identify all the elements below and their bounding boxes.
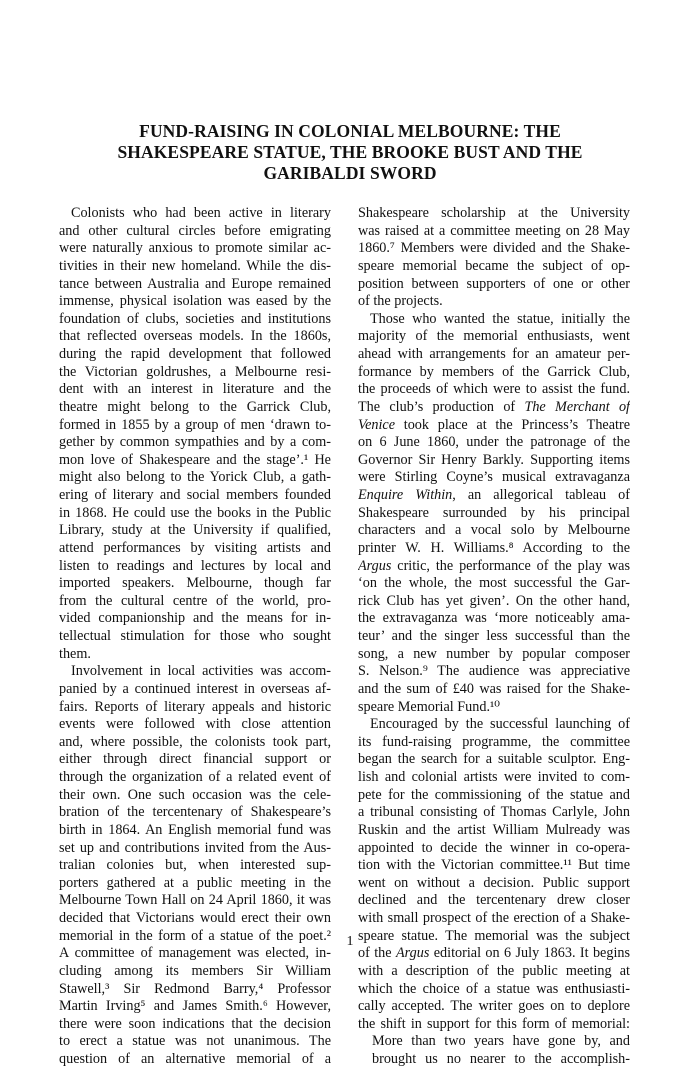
text-line: the proceeds of which were to assist the fund. bbox=[358, 381, 630, 398]
text-line: their own. One such occasion was the cele- bbox=[59, 786, 331, 803]
text-line: Stawell,³ Sir Redmond Barry,⁴ Professor bbox=[59, 980, 331, 997]
text-line: of the projects. bbox=[358, 293, 443, 310]
text-line: Those who wanted the statue, initially the bbox=[370, 310, 630, 327]
text-line: song, a new number by popular composer bbox=[358, 645, 630, 662]
text-line: Ruskin and the artist William Mulready was bbox=[358, 821, 630, 838]
text-line: declined and the tercentenary drew closer bbox=[358, 892, 630, 909]
text-line: printer W. H. Williams.⁸ According to the bbox=[358, 539, 630, 556]
text-line: events were followed with close attention bbox=[59, 716, 331, 733]
text-line: theatre might belong to the Garrick Club, bbox=[59, 398, 331, 415]
text-line: brought us no nearer to the accomplish- bbox=[372, 1051, 630, 1067]
text-line: its fund-raising programme, the committee bbox=[358, 733, 630, 750]
text-line: fairs. Reports of literary appeals and historic bbox=[59, 698, 331, 715]
text-line: of the Argus editorial on 6 July 1863. It begins bbox=[358, 945, 630, 962]
text-line: speare statue. The memorial was the subject bbox=[358, 927, 630, 944]
text-line: A committee of management was elected, in- bbox=[59, 945, 331, 962]
text-line: Enquire Within, an allegorical tableau of bbox=[358, 487, 630, 503]
text-line: decided that Victorians would erect their own bbox=[59, 910, 331, 926]
text-line: tellectual stimulation for those who sought bbox=[59, 628, 331, 644]
text-line: vided companionship and the means for in- bbox=[59, 610, 331, 627]
text-line: with small prospect of the erection of a Shake- bbox=[358, 910, 630, 926]
text-line: attend performances by visiting artists and bbox=[59, 539, 331, 556]
text-line: Involvement in local activities was accom- bbox=[71, 663, 331, 680]
text-line: rick Club has yet given’. On the other hand, bbox=[358, 592, 630, 609]
text-line: might also belong to the Yorick Club, a gath- bbox=[59, 469, 331, 486]
text-line: during the rapid development that followed bbox=[59, 346, 331, 362]
text-line: cally accepted. The writer goes on to deplore bbox=[358, 998, 630, 1015]
text-line: speare Memorial Fund.¹⁰ bbox=[358, 698, 500, 715]
title-line-3: GARIBALDI SWORD bbox=[263, 163, 437, 183]
text-line: Argus critic, the performance of the play was bbox=[358, 557, 630, 574]
text-line: speare memorial became the subject of op- bbox=[358, 257, 630, 274]
title-line-2: SHAKESPEARE STATUE, THE BROOKE BUST AND THE bbox=[117, 142, 583, 162]
text-line: appointed to decide the winner in co-opera- bbox=[358, 839, 630, 856]
text-line: The club’s production of The Merchant of bbox=[358, 398, 630, 415]
text-line: question of an alternative memorial of a bbox=[59, 1051, 331, 1067]
text-line: S. Nelson.⁹ The audience was appreciative bbox=[358, 663, 630, 680]
text-line: were naturally anxious to promote similar ac- bbox=[59, 240, 331, 257]
text-line: immense, physical isolation was eased by the bbox=[59, 293, 331, 310]
text-line: was raised at a committee meeting on 28 May bbox=[358, 222, 630, 239]
text-line: a tribunal consisting of Thomas Carlyle, John bbox=[358, 804, 630, 821]
text-line: were Stirling Coyne’s musical extravaganza bbox=[358, 469, 630, 486]
text-line: tralian colonies but, when interested sup- bbox=[59, 857, 331, 874]
text-line: memorial in the form of a statue of the poet.² bbox=[59, 927, 331, 944]
text-line: Melbourne Town Hall on 24 April 1860, it was bbox=[59, 892, 331, 909]
text-line: Governor Sir Henry Barkly. Supporting items bbox=[358, 451, 630, 468]
text-line: to erect a statue was not unanimous. The bbox=[59, 1033, 331, 1050]
title-line-1: FUND-RAISING IN COLONIAL MELBOURNE: THE bbox=[139, 121, 561, 141]
text-line: from the cultural centre of the world, pro- bbox=[59, 592, 331, 609]
text-line: there were soon indications that the decision bbox=[59, 1015, 331, 1032]
text-line: Library, study at the University if qualified, bbox=[59, 522, 331, 539]
text-line: teur’ and the singer less successful than the bbox=[358, 628, 630, 644]
text-line: the extravaganza was ‘more noticeably ama- bbox=[358, 610, 630, 627]
text-line: characters and a vocal solo by Melbourne bbox=[358, 522, 630, 539]
text-line: porters gathered at a public meeting in the bbox=[59, 874, 331, 891]
text-line: and the sum of £40 was raised for the Shake- bbox=[358, 680, 630, 697]
text-line: pete for the commissioning of the statue and bbox=[358, 786, 630, 803]
text-line: birth in 1864. An English memorial fund was bbox=[59, 821, 331, 838]
text-line: majority of the memorial enthusiasts, went bbox=[358, 328, 630, 345]
text-line: with a description of the public meeting at bbox=[358, 962, 630, 979]
text-line: ering of literary and social members founded bbox=[59, 487, 331, 503]
text-line: either through direct financial support or bbox=[59, 751, 331, 768]
text-line: lish and colonial artists were invited to com- bbox=[358, 769, 630, 785]
text-line: began the search for a suitable sculptor. Eng- bbox=[358, 751, 630, 768]
text-line: on 6 June 1860, under the patronage of the bbox=[358, 434, 630, 451]
text-line: cluding among its members Sir William bbox=[59, 962, 331, 979]
text-line: formed in 1855 by a group of men ‘drawn to- bbox=[59, 416, 331, 433]
text-line: position between supporters of one or other bbox=[358, 275, 630, 292]
text-line: listen to readings and lectures by local and bbox=[59, 557, 331, 574]
text-line: gether by common sympathies and by a com- bbox=[59, 434, 331, 451]
text-line: bration of the tercentenary of Shakespeare’s bbox=[59, 804, 331, 821]
text-line: went on without a decision. Public support bbox=[358, 874, 630, 891]
text-line: Martin Irving⁵ and James Smith.⁶ However, bbox=[59, 998, 331, 1015]
page-number: 1 bbox=[346, 934, 354, 949]
text-line: Shakespeare scholarship at the University bbox=[358, 205, 630, 221]
article-title bbox=[80, 121, 620, 184]
text-line: Encouraged by the successful launching of bbox=[370, 716, 630, 733]
text-line: that reflected overseas models. In the 1860s, bbox=[59, 328, 331, 345]
text-line: tivities in their new homeland. While the dis- bbox=[59, 257, 331, 274]
text-line: foundation of clubs, societies and institutions bbox=[59, 310, 331, 327]
text-line: formance by members of the Garrick Club, bbox=[358, 363, 630, 380]
text-line: dent with an interest in literature and the bbox=[59, 381, 331, 398]
text-line: the Victorian goldrushes, a Melbourne resi- bbox=[59, 363, 331, 380]
text-line: More than two years have gone by, and bbox=[372, 1033, 630, 1050]
text-line: tion with the Victorian committee.¹¹ But time bbox=[358, 857, 630, 874]
text-line: imported speakers. Melbourne, though far bbox=[59, 575, 331, 592]
text-line: tance between Australia and Europe remained bbox=[59, 275, 331, 292]
text-line: them. bbox=[59, 645, 91, 662]
text-line: Venice took place at the Princess’s Theatre bbox=[358, 416, 630, 433]
text-line: through the organization of a related event of bbox=[59, 769, 331, 785]
text-line: panied by a continued interest in overseas af- bbox=[59, 680, 331, 697]
text-line: ‘on the whole, the most successful the Gar- bbox=[358, 575, 630, 592]
text-line: which the choice of a statue was enthusiasti- bbox=[358, 980, 630, 997]
text-line: ahead with arrangements for an amateur per- bbox=[358, 346, 630, 362]
text-line: 1860.⁷ Members were divided and the Shake- bbox=[358, 240, 630, 257]
text-line: the shift in support for this form of memorial: bbox=[358, 1015, 630, 1032]
text-line: mon love of Shakespeare and the stage’.¹ He bbox=[59, 451, 331, 468]
text-line: in 1868. He could use the books in the Public bbox=[59, 504, 331, 521]
text-line: and, where possible, the colonists took part, bbox=[59, 733, 331, 750]
text-line: Shakespeare surrounded by his principal bbox=[358, 504, 630, 521]
text-line: Colonists who had been active in literary bbox=[71, 205, 331, 221]
text-line: set up and contributions invited from the Aus- bbox=[59, 839, 331, 856]
text-line: and other cultural circles before emigrating bbox=[59, 222, 331, 239]
